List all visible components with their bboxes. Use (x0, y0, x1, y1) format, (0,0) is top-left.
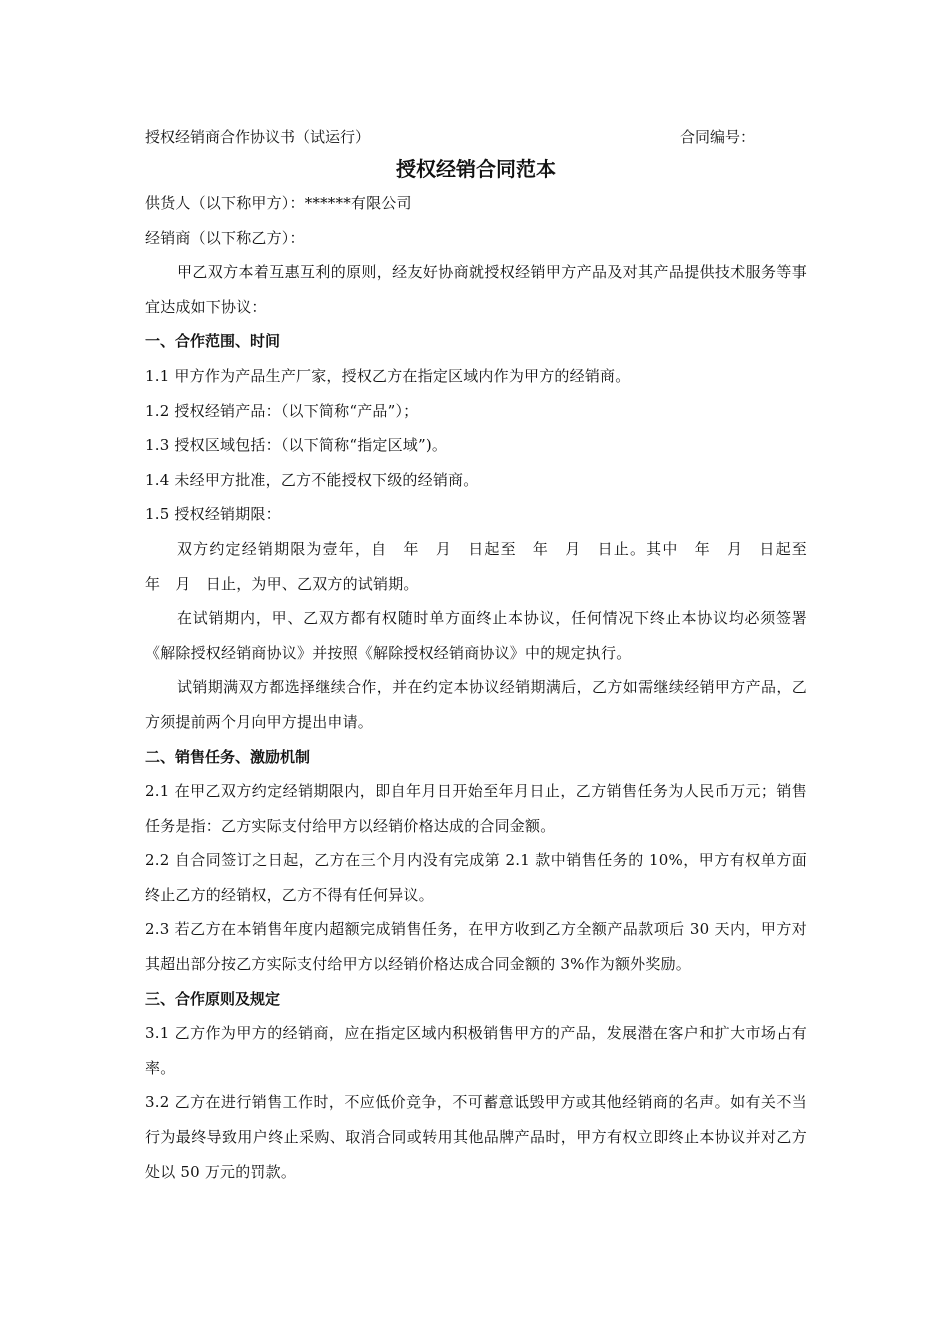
term-paragraph: 双方约定经销期限为壹年，自 年 月 日起至 年 月 日止。其中 年 月 日起至 年 月 日止，为甲、乙双方的试销期。 (145, 539, 838, 593)
header-contract-number: 合同编号： (679, 128, 755, 146)
section-heading-1: 一、合作范围、时间 (145, 332, 281, 351)
clause-1-2: 1.2 授权经销产品：（以下简称“产品”）； (145, 401, 419, 420)
clause-3-2: 3.2 乙方在进行销售工作时，不应低价竞争，不可蓄意诋毁甲方或其他经销商的名声。如有关不当行为最终导致用户终止采购、取消合同或转用其他品牌产品时，甲方有权立即终止本协议并对乙方处以 50 万元的罚款。 (145, 1093, 807, 1181)
dealer-line: 经销商（以下称乙方）： (145, 228, 305, 247)
document-title: 授权经销合同范本 (396, 157, 556, 181)
header-doc-name: 授权经销商合作协议书（试运行） (145, 128, 371, 146)
clause-2-1: 2.1 在甲乙双方约定经销期限内，即自年月日开始至年月日止，乙方销售任务为人民币万元；销售任务是指：乙方实际支付给甲方以经销价格达成的合同金额。 (145, 782, 807, 835)
document-content (145, 124, 838, 1189)
clause-3-1: 3.1 乙方作为甲方的经销商，应在指定区域内积极销售甲方的产品，发展潜在客户和扩大市场占有率。 (145, 1024, 807, 1077)
clause-1-1: 1.1 甲方作为产品生产厂家，授权乙方在指定区域内作为甲方的经销商。 (145, 366, 631, 385)
clause-1-4: 1.4 未经甲方批准，乙方不能授权下级的经销商。 (145, 470, 479, 489)
renewal-paragraph: 试销期满双方都选择继续合作，并在约定本协议经销期满后，乙方如需继续经销甲方产品，乙方须提前两个月向甲方提出申请。 (145, 678, 807, 731)
document-header (145, 124, 807, 150)
clause-1-3: 1.3 授权区域包括：（以下简称“指定区域”)。 (145, 436, 448, 455)
clause-2-3: 2.3 若乙方在本销售年度内超额完成销售任务，在甲方收到乙方全额产品款项后 30 天内，甲方对其超出部分按乙方实际支付给甲方以经销价格达成合同金额的 3%作为额外奖励。 (145, 920, 807, 974)
trial-paragraph: 在试销期内，甲、乙双方都有权随时单方面终止本协议，任何情况下终止本协议均必须签署《解除授权经销商协议》并按照《解除授权经销商协议》中的规定执行。 (145, 609, 807, 662)
clause-1-5: 1.5 授权经销期限： (145, 505, 281, 524)
section-heading-3: 三、合作原则及规定 (145, 989, 281, 1008)
intro-paragraph: 甲乙双方本着互惠互利的原则，经友好协商就授权经销甲方产品及对其产品提供技术服务等事宜达成如下协议： (145, 263, 807, 316)
section-heading-2: 二、销售任务、激励机制 (145, 747, 311, 766)
clause-2-2: 2.2 自合同签订之日起，乙方在三个月内没有完成第 2.1 款中销售任务的 10%，甲方有权单方面终止乙方的经销权，乙方不得有任何异议。 (145, 851, 807, 904)
supplier-line: 供货人（以下称甲方）：******有限公司 (145, 194, 412, 212)
